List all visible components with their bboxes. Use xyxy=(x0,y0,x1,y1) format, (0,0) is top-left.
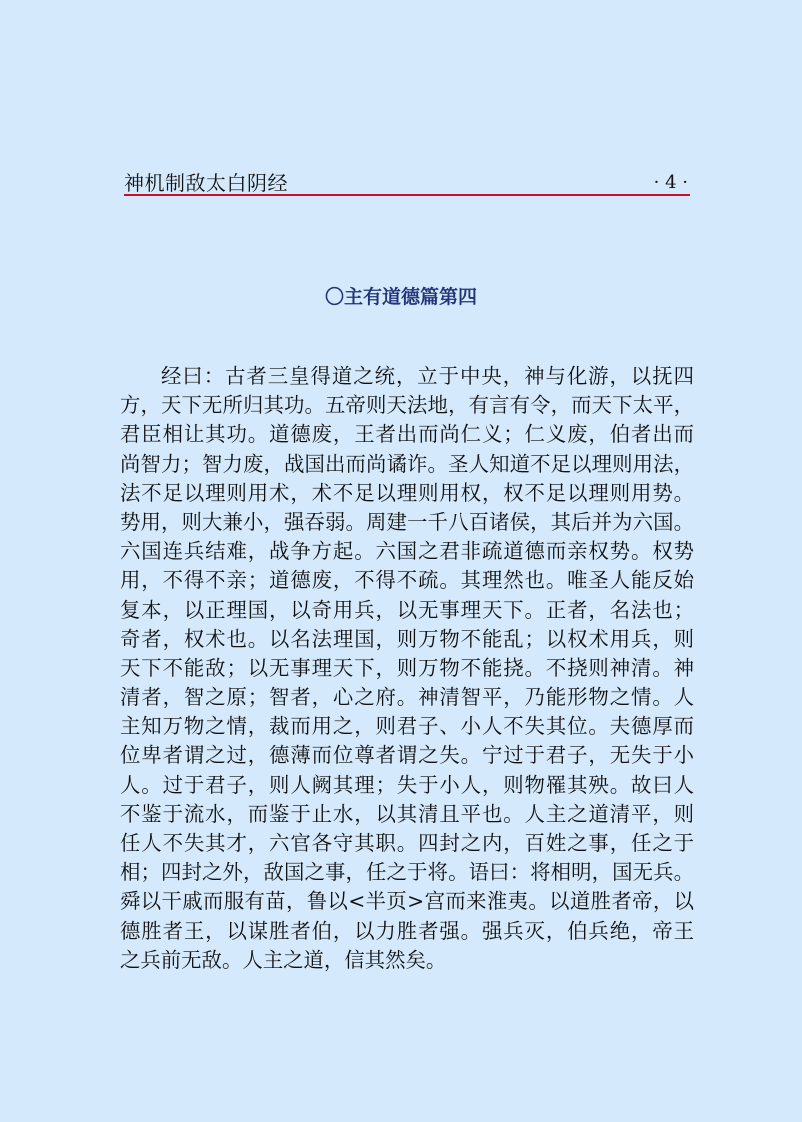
body-line: 清者，智之原；智者，心之府。神清智平，乃能形物之情。人 xyxy=(120,685,694,710)
body-line: 舜以干戚而服有苗，鲁以<半页>宫而来淮夷。以道胜者帝，以 xyxy=(120,889,694,914)
book-title: 神机制敌太白阴经 xyxy=(124,171,288,195)
body-line: 六国连兵结难，战争方起。六国之君非疏道德而亲权势。权势 xyxy=(120,539,694,564)
body-line: 相；四封之外，敌国之事，任之于将。语曰：将相明，国无兵。 xyxy=(120,860,694,885)
body-line: 之兵前无敌。人主之道，信其然矣。 xyxy=(120,947,447,972)
body-line: 尚智力；智力废，战国出而尚谲诈。圣人知道不足以理则用法， xyxy=(120,451,694,476)
body-line: 德胜者王，以谋胜者伯，以力胜者强。强兵灭，伯兵绝，帝王 xyxy=(120,918,694,943)
body-line: 经曰：古者三皇得道之统，立于中央，神与化游，以抚四 xyxy=(161,364,694,388)
body-line: 奇者，权术也。以名法理国，则万物不能乱；以权术用兵，则 xyxy=(120,626,694,651)
body-line: 君臣相让其功。道德废，王者出而尚仁义；仁义废，伯者出而 xyxy=(120,422,694,447)
body-line: 不鉴于流水，而鉴于止水，以其清且平也。人主之道清平，则 xyxy=(120,801,694,826)
body-line: 任人不失其才，六官各守其职。四封之内，百姓之事，任之于 xyxy=(120,831,694,855)
section-title: 〇主有道德篇第四 xyxy=(324,286,477,308)
body-line: 位卑者谓之过，德薄而位尊者谓之失。宁过于君子，无失于小 xyxy=(120,743,694,768)
body-line: 人。过于君子，则人阙其理；失于小人，则物罹其殃。故曰人 xyxy=(120,772,694,797)
body-line: 方，天下无所归其功。五帝则天法地，有言有令，而天下太平， xyxy=(120,393,694,418)
body-line: 主知万物之情，裁而用之，则君子、小人不失其位。夫德厚而 xyxy=(120,714,694,739)
body-text xyxy=(120,362,694,975)
page-number: · 4 · xyxy=(653,172,688,193)
body-line: 势用，则大兼小，强吞弱。周建一千八百诸侯，其后并为六国。 xyxy=(120,509,694,534)
body-line: 天下不能敌；以无事理天下，则万物不能挠。不挠则神清。神 xyxy=(120,655,694,680)
body-line: 用，不得不亲；道德废，不得不疏。其理然也。唯圣人能反始 xyxy=(120,568,694,593)
body-line: 复本，以正理国，以奇用兵，以无事理天下。正者，名法也； xyxy=(120,597,694,622)
body-line: 法不足以理则用术，术不足以理则用权，权不足以理则用势。 xyxy=(120,480,694,505)
header-rule xyxy=(124,194,690,196)
running-header xyxy=(122,170,690,196)
